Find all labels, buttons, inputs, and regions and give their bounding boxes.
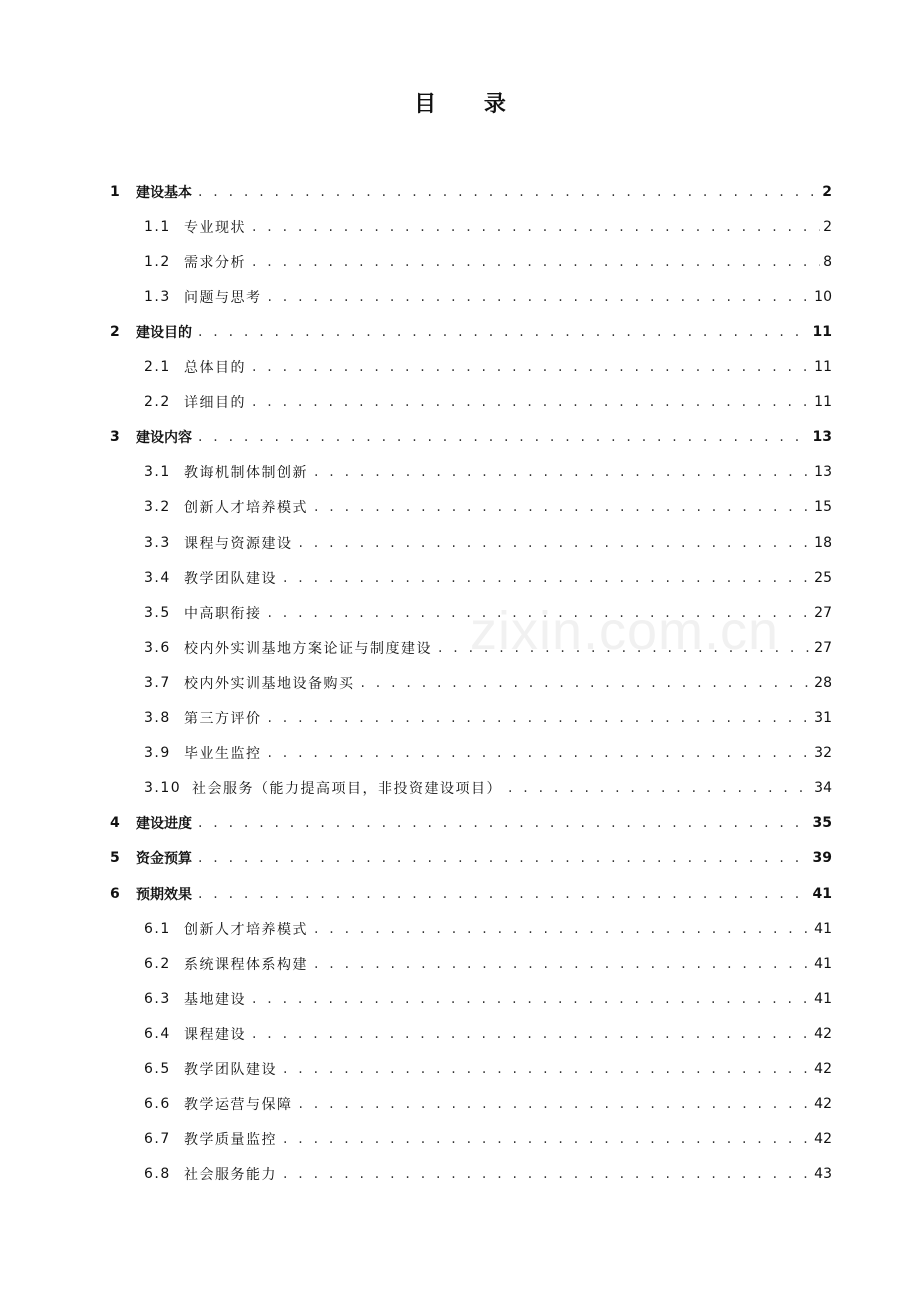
toc-entry-page: 43 <box>814 1166 832 1183</box>
toc-dot-leader <box>252 254 820 270</box>
toc-entry-title: 课程建设 <box>184 1026 246 1043</box>
toc-dot-leader <box>438 640 812 656</box>
toc-entry-page: 42 <box>814 1025 832 1042</box>
toc-entry[interactable] <box>144 385 832 420</box>
toc-entry-number: 4 <box>110 815 120 832</box>
toc-dot-leader <box>268 710 813 726</box>
toc-entry-title: 详细目的 <box>184 395 246 412</box>
toc-entry-number: 6.1 <box>144 920 171 937</box>
toc-entry-page: 42 <box>814 1096 832 1113</box>
toc-entry-page: 13 <box>814 464 832 481</box>
toc-entry-title: 创新人才培养模式 <box>184 500 308 517</box>
toc-entry[interactable] <box>110 174 832 209</box>
toc-entry-page: 25 <box>814 569 832 586</box>
toc-entry-number: 6.7 <box>144 1131 171 1148</box>
toc-entry-title: 建设进度 <box>136 816 192 833</box>
toc-entry-page: 39 <box>812 850 832 867</box>
toc-entry-title: 教学团队建设 <box>184 1062 277 1078</box>
toc-entry-title: 建设基本 <box>136 184 192 201</box>
toc-entry-number: 3.9 <box>144 745 171 762</box>
toc-entry-page: 13 <box>812 429 832 446</box>
toc-entry-title: 基地建设 <box>184 991 246 1008</box>
toc-entry[interactable] <box>110 841 832 876</box>
toc-entry[interactable] <box>144 1122 832 1157</box>
toc-entry-number: 1.2 <box>144 253 171 270</box>
toc-entry[interactable] <box>144 665 832 700</box>
toc-entry-title: 中高职衔接 <box>184 605 262 622</box>
toc-entry[interactable] <box>144 701 832 736</box>
toc-dot-leader <box>198 324 811 340</box>
toc-entry-number: 2.2 <box>144 394 171 411</box>
toc-entry-number: 1 <box>110 183 120 200</box>
toc-entry[interactable] <box>144 981 832 1016</box>
toc-entry-title: 建设目的 <box>136 324 192 341</box>
toc-entry[interactable] <box>144 350 832 385</box>
toc-dot-leader <box>299 535 813 551</box>
toc-dot-leader <box>198 815 811 831</box>
toc-entry-page: 41 <box>812 885 832 902</box>
toc-entry-title: 创新人才培养模式 <box>184 921 308 938</box>
toc-entry-title: 校内外实训基地方案论证与制度建设 <box>184 640 432 657</box>
toc-entry[interactable] <box>144 595 832 630</box>
toc-entry-number: 1.3 <box>144 288 171 305</box>
toc-entry-title: 教诲机制体制创新 <box>184 465 308 482</box>
toc-entry-title: 社会服务（能力提高项目，非投资建设项目） <box>192 781 502 798</box>
toc-dot-leader <box>268 605 813 621</box>
toc-dot-leader <box>268 289 813 305</box>
toc-dot-leader <box>252 219 820 235</box>
toc-entry-page: 8 <box>823 253 832 270</box>
toc-entry-number: 6.3 <box>144 990 171 1007</box>
toc-entry-page: 11 <box>814 359 832 375</box>
page-title: 目 录 <box>414 92 526 117</box>
toc-entry[interactable] <box>144 946 832 981</box>
toc-entry-number: 6 <box>110 885 120 902</box>
toc-entry-page: 27 <box>814 639 832 656</box>
toc-entry-number: 3.6 <box>144 639 171 656</box>
toc-dot-leader <box>361 675 813 691</box>
toc-dot-leader <box>198 429 811 445</box>
toc-entry[interactable] <box>110 806 832 841</box>
toc-entry-title: 预期效果 <box>136 886 192 903</box>
toc-entry-number: 1.1 <box>144 218 171 235</box>
toc-entry[interactable] <box>110 876 832 911</box>
toc-entry-title: 教学运营与保障 <box>184 1097 293 1114</box>
toc-entry-number: 3.7 <box>144 674 171 691</box>
toc-entry[interactable] <box>144 490 832 525</box>
toc-dot-leader <box>198 886 811 902</box>
toc-entry-number: 3.4 <box>144 569 171 586</box>
toc-entry[interactable] <box>144 630 832 665</box>
toc-dot-leader <box>314 956 812 972</box>
toc-entry-title: 系统课程体系构建 <box>184 956 308 973</box>
toc-entry[interactable] <box>110 420 832 455</box>
toc-entry-title: 需求分析 <box>184 254 246 271</box>
toc-dot-leader <box>283 1166 812 1182</box>
toc-dot-leader <box>508 780 812 796</box>
toc-entry-title: 教学团队建设 <box>184 570 277 587</box>
toc-entry-page: 42 <box>814 1131 832 1148</box>
toc-entry-number: 6.2 <box>144 955 171 972</box>
toc-entry[interactable] <box>144 525 832 560</box>
toc-entry-title: 问题与思考 <box>184 289 262 306</box>
toc-entry-number: 6.4 <box>144 1025 171 1042</box>
toc-dot-leader <box>283 1131 812 1147</box>
toc-entry-title: 总体目的 <box>184 360 246 376</box>
toc-entry[interactable] <box>144 1016 832 1051</box>
toc-entry-number: 5 <box>110 850 120 867</box>
toc-dot-leader <box>198 184 820 200</box>
toc-entry[interactable] <box>144 209 832 244</box>
toc-dot-leader <box>299 1096 813 1112</box>
toc-entry-title: 专业现状 <box>184 219 246 236</box>
toc-entry-page: 35 <box>812 815 832 832</box>
toc-entry[interactable] <box>144 560 832 595</box>
toc-dot-leader <box>252 991 812 1007</box>
toc-entry-page: 11 <box>814 394 832 411</box>
toc-entry-page: 42 <box>814 1061 832 1077</box>
toc-dot-leader <box>268 745 813 761</box>
toc-entry-number: 2 <box>110 323 120 340</box>
toc-entry[interactable] <box>144 911 832 946</box>
toc-dot-leader <box>252 359 812 375</box>
toc-dot-leader <box>314 499 812 515</box>
toc-entry[interactable] <box>144 771 832 806</box>
toc-entry-number: 3 <box>110 429 120 446</box>
toc-entry-page: 18 <box>814 534 832 551</box>
toc-entry[interactable] <box>144 736 832 771</box>
toc-entry[interactable] <box>110 314 832 349</box>
toc-entry-page: 2 <box>823 218 832 235</box>
toc-entry-page: 34 <box>814 780 832 797</box>
toc-dot-leader <box>314 464 812 480</box>
toc-entry-page: 32 <box>814 745 832 762</box>
toc-entry[interactable] <box>144 455 832 490</box>
toc-dot-leader <box>252 394 812 410</box>
toc-entry-page: 41 <box>814 990 832 1007</box>
toc-dot-leader <box>198 850 811 866</box>
toc-entry-page: 10 <box>814 288 832 305</box>
toc-entry-page: 41 <box>814 920 832 937</box>
watermark: zixin.com.cn <box>470 601 780 661</box>
toc-entry-page: 27 <box>814 604 832 621</box>
toc-entry-page: 2 <box>822 183 832 200</box>
toc-dot-leader <box>283 1061 812 1077</box>
toc-entry-title: 建设内容 <box>136 430 192 447</box>
toc-entry-number: 6.6 <box>144 1096 171 1113</box>
toc-entry[interactable] <box>144 1087 832 1122</box>
toc-entry-title: 课程与资源建设 <box>184 535 293 552</box>
toc-entry-number: 3.1 <box>144 464 171 481</box>
toc-entry[interactable] <box>144 1157 832 1192</box>
toc-entry-title: 资金预算 <box>136 851 192 868</box>
toc-entry-page: 15 <box>814 499 832 516</box>
toc-entry[interactable] <box>144 279 832 314</box>
toc-entry-title: 社会服务能力 <box>184 1167 277 1184</box>
toc-dot-leader <box>283 570 812 586</box>
toc-entry-number: 3.2 <box>144 499 171 516</box>
toc-entry-page: 41 <box>814 955 832 972</box>
toc-entry-number: 6.8 <box>144 1166 171 1183</box>
toc-entry-page: 28 <box>814 674 832 691</box>
toc-entry-title: 校内外实训基地设备购买 <box>184 675 355 692</box>
toc-entry-title: 毕业生监控 <box>184 746 262 763</box>
toc-entry[interactable] <box>144 244 832 279</box>
toc-dot-leader <box>314 921 812 937</box>
toc-entry-number: 6.5 <box>144 1061 171 1077</box>
toc-entry-page: 11 <box>812 323 832 340</box>
toc-entry-number: 3.3 <box>144 534 171 551</box>
toc-entry-title: 第三方评价 <box>184 711 262 727</box>
toc-entry-number: 3.10 <box>144 780 182 797</box>
toc-entry-page: 31 <box>814 710 832 726</box>
toc-entry[interactable] <box>144 1052 832 1087</box>
toc-dot-leader <box>252 1026 812 1042</box>
toc-entry-number: 2.1 <box>144 359 171 375</box>
toc-entry-title: 教学质量监控 <box>184 1132 277 1149</box>
toc-entry-number: 3.8 <box>144 710 171 726</box>
toc-entry-number: 3.5 <box>144 604 171 621</box>
